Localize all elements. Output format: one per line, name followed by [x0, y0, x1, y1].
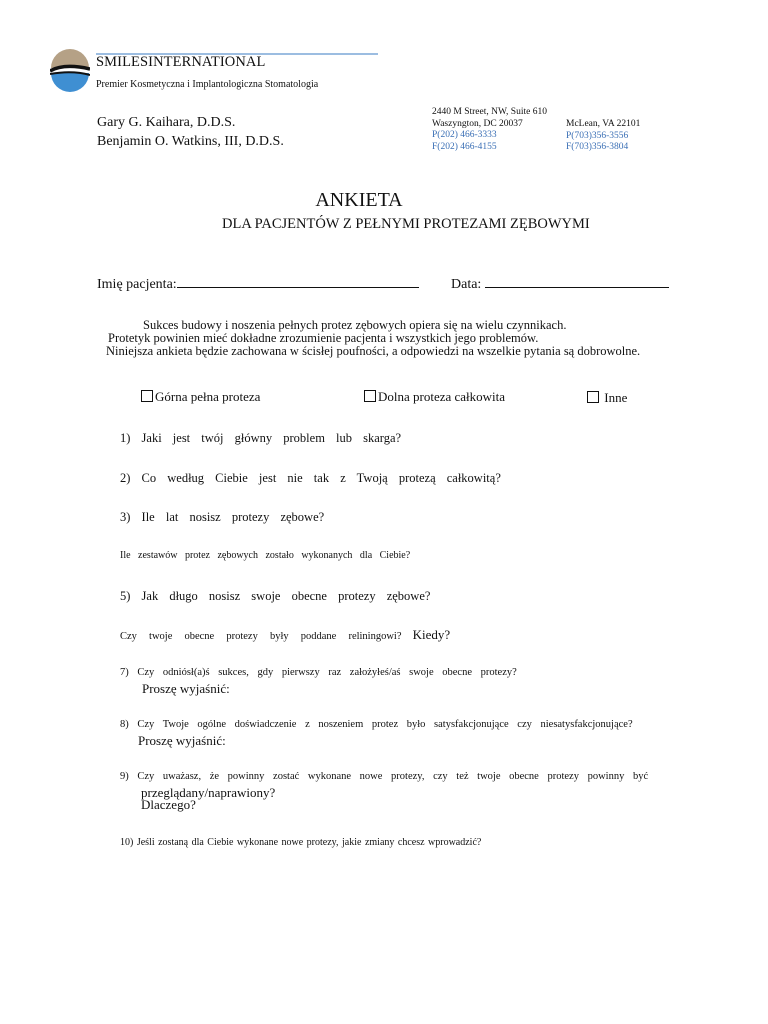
office-address-va — [566, 119, 640, 154]
option-upper-denture[interactable] — [141, 389, 260, 405]
question-8: 8) Czy Twoje ogólne doświadczenie z noszeniem protez było satysfakcjonujące czy niesatysfakcjonujące? — [120, 719, 633, 730]
patient-name-blank[interactable] — [177, 275, 419, 288]
brand-name: SMILESINTERNATIONAL — [96, 54, 266, 70]
checkbox[interactable] — [587, 391, 599, 403]
question-6-text: Czy twoje obecne protezy były poddane reliningowi? — [120, 631, 402, 642]
office-street: 2440 M Street, NW, Suite 610 — [432, 107, 547, 117]
option-label: Dolna proteza całkowita — [378, 389, 506, 404]
intro-line: Protetyk powinien mieć dokładne zrozumienie pacjenta i wszystkich jego problemów. — [108, 331, 539, 345]
date-blank[interactable] — [485, 275, 669, 288]
patient-name-field[interactable] — [97, 275, 419, 293]
doctor-list — [97, 113, 284, 151]
office-phone: P(703)356-3556 — [566, 130, 629, 141]
question-9-followup: Dlaczego? — [141, 797, 196, 812]
option-label: Górna pełna proteza — [155, 389, 261, 404]
question-5: 5) Jak długo nosisz swoje obecne protezy zębowe? — [120, 589, 431, 603]
date-label: Data: — [451, 277, 482, 292]
clinic-logo-icon — [50, 48, 90, 92]
question-6-followup: Kiedy? — [412, 627, 451, 642]
question-10: 10) Jeśli zostaną dla Ciebie wykonane nowe protezy, jakie zmiany chcesz wprowadzić? — [120, 837, 482, 848]
office-fax: F(703)356-3804 — [566, 142, 629, 152]
office-address-dc — [432, 107, 547, 153]
question-9: 9) Czy uważasz, że powinny zostać wykonane nowe protezy, czy też twoje obecne protezy powinny być — [120, 771, 649, 782]
option-label: Inne — [604, 390, 628, 405]
question-7: 7) Czy odniósł(a)ś sukces, gdy pierwszy raz założyłeś/aś swoje obecne protezy? — [120, 667, 517, 678]
question-8-followup: Proszę wyjaśnić: — [138, 733, 226, 748]
brand-tagline: Premier Kosmetyczna i Implantologiczna Stomatologia — [96, 79, 319, 90]
option-other[interactable] — [587, 390, 627, 406]
office-phone: P(202) 466-3333 — [432, 130, 497, 140]
office-fax: F(202) 466-4155 — [432, 141, 497, 152]
doctor-name: Benjamin O. Watkins, III, D.D.S. — [97, 134, 284, 149]
form-title: ANKIETA — [315, 189, 403, 211]
office-city: Waszyngton, DC 20037 — [432, 118, 523, 129]
patient-name-label: Imię pacjenta: — [97, 277, 177, 292]
question-1: 1) Jaki jest twój główny problem lub skarga? — [120, 431, 402, 445]
office-city: McLean, VA 22101 — [566, 119, 641, 129]
intro-line: Sukces budowy i noszenia pełnych protez zębowych opiera się na wielu czynnikach. — [143, 318, 567, 332]
date-field[interactable] — [451, 275, 669, 293]
doctor-name: Gary G. Kaihara, D.D.S. — [97, 115, 236, 130]
question-3: 3) Ile lat nosisz protezy zębowe? — [120, 510, 325, 524]
question-9-line2: przeglądany/naprawiony? — [141, 785, 276, 800]
question-7-followup: Proszę wyjaśnić: — [142, 681, 230, 696]
intro-line: Niniejsza ankieta będzie zachowana w ścisłej poufności, a odpowiedzi na wszelkie pytania są dobrowolne. — [106, 344, 641, 358]
option-lower-denture[interactable] — [364, 389, 505, 405]
form-subtitle: DLA PACJENTÓW Z PEŁNYMI PROTEZAMI ZĘBOWYMI — [222, 216, 590, 232]
checkbox[interactable] — [364, 390, 376, 402]
question-6 — [120, 627, 450, 643]
question-4: Ile zestawów protez zębowych zostało wykonanych dla Ciebie? — [120, 550, 411, 561]
checkbox[interactable] — [141, 390, 153, 402]
question-2: 2) Co według Ciebie jest nie tak z Twoją protezą całkowitą? — [120, 471, 501, 485]
